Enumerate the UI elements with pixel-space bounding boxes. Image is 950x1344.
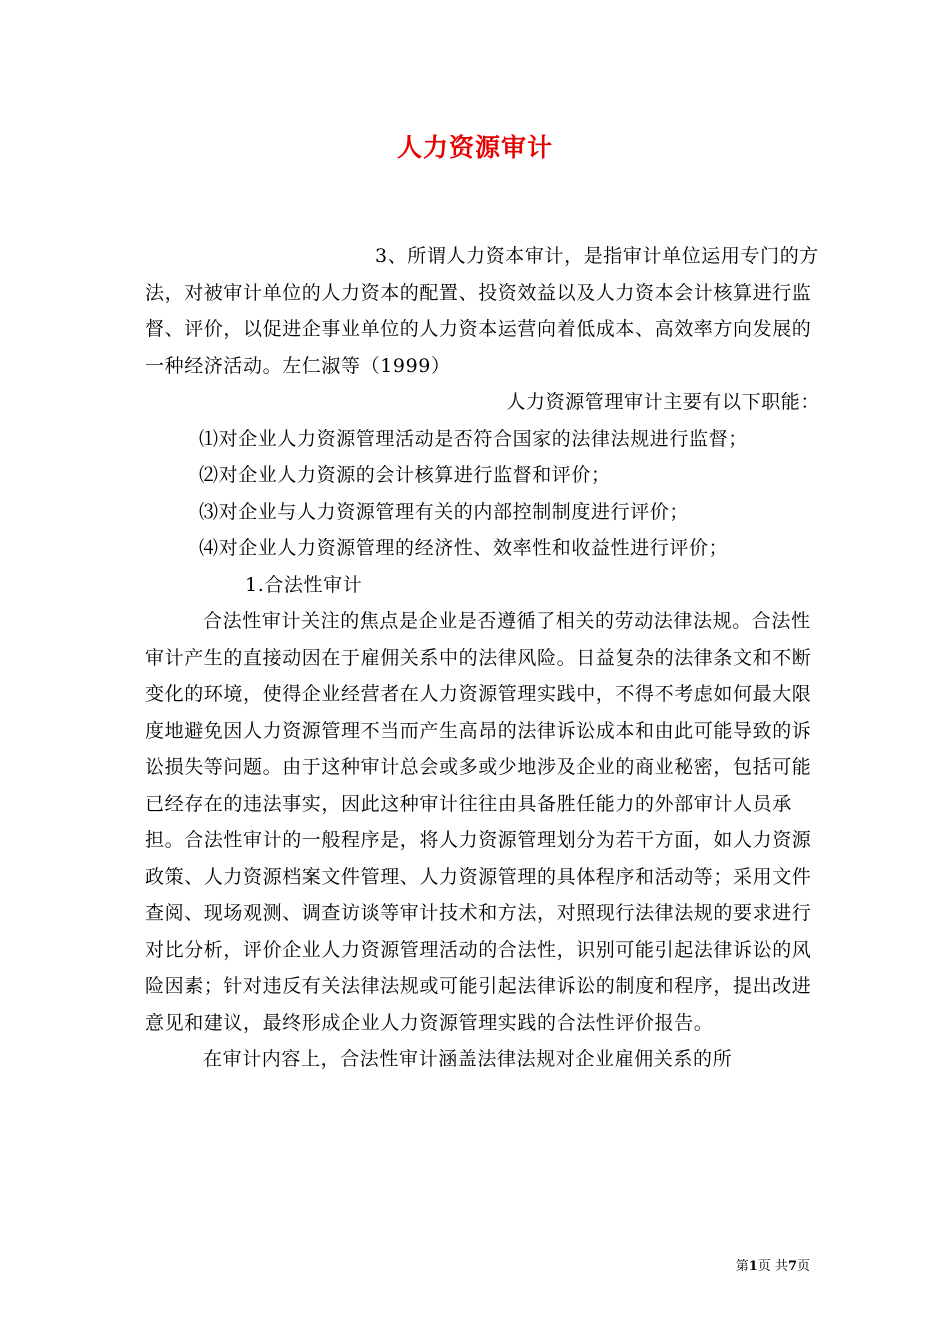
- paragraph-definition: 3、所谓人力资本审计，是指审计单位运用专门的方法，对被审计单位的人力资本的配置、投资效益以及人力资本会计核算进行监督、评价，以促进企事业单位的人力资本运营向着低成本、高效率方向发展的一种经济活动。左仁淑等（1999）: [145, 245, 819, 377]
- footer-current-page: 1: [748, 1259, 758, 1274]
- list-item-function-3: ⑶对企业与人力资源管理有关的内部控制制度进行评价；: [199, 500, 690, 523]
- document-body: [145, 238, 820, 1078]
- footer-middle: 页 共: [757, 1259, 788, 1274]
- footer-prefix: 第: [735, 1259, 749, 1274]
- paragraph-audit-content: 在审计内容上，合法性审计涵盖法律法规对企业雇佣关系的所: [203, 1048, 733, 1070]
- footer-suffix: 页: [796, 1259, 810, 1274]
- section-heading-legality: 1.合法性审计: [245, 573, 363, 596]
- list-item-function-4: ⑷对企业人力资源管理的经济性、效率性和收益性进行评价；: [199, 537, 729, 559]
- list-item-function-1: ⑴对企业人力资源管理活动是否符合国家的法律法规进行监督；: [199, 427, 748, 450]
- page-title: 人力资源审计: [396, 133, 553, 162]
- list-item-function-2: ⑵对企业人力资源的会计核算进行监督和评价；: [199, 464, 611, 486]
- footer-total-pages: 7: [787, 1259, 797, 1274]
- paragraph-functions-intro: 人力资源管理审计主要有以下职能：: [506, 391, 820, 413]
- page-number-footer: [736, 1255, 810, 1274]
- paragraph-legality-audit: 合法性审计关注的焦点是企业是否遵循了相关的劳动法律法规。合法性审计产生的直接动因在于雇佣关系中的法律风险。日益复杂的法律条文和不断变化的环境，使得企业经营者在人力资源管理实践中，不得不考虑如何最大限度地避免因人力资源管理不当而产生高昂的法律诉讼成本和由此可能导致的诉讼损失等问题。由于这种审计总会或多或少地涉及企业的商业秘密，包括可能已经存在的违法事实，因此这种审计往往由具备胜任能力的外部审计人员承担。合法性审计的一般程序是，将人力资源管理划分为若干方面，如人力资源政策、人力资源档案文件管理、人力资源管理的具体程序和活动等；采用文件查阅、现场观测、调查访谈等审计技术和方法，对照现行法律法规的要求进行对比分析，评价企业人力资源管理活动的合法性，识别可能引起法律诉讼的风险因素；针对违反有关法律法规或可能引起法律诉讼的制度和程序，提出改进意见和建议，最终形成企业人力资源管理实践的合法性评价报告。: [145, 610, 812, 1034]
